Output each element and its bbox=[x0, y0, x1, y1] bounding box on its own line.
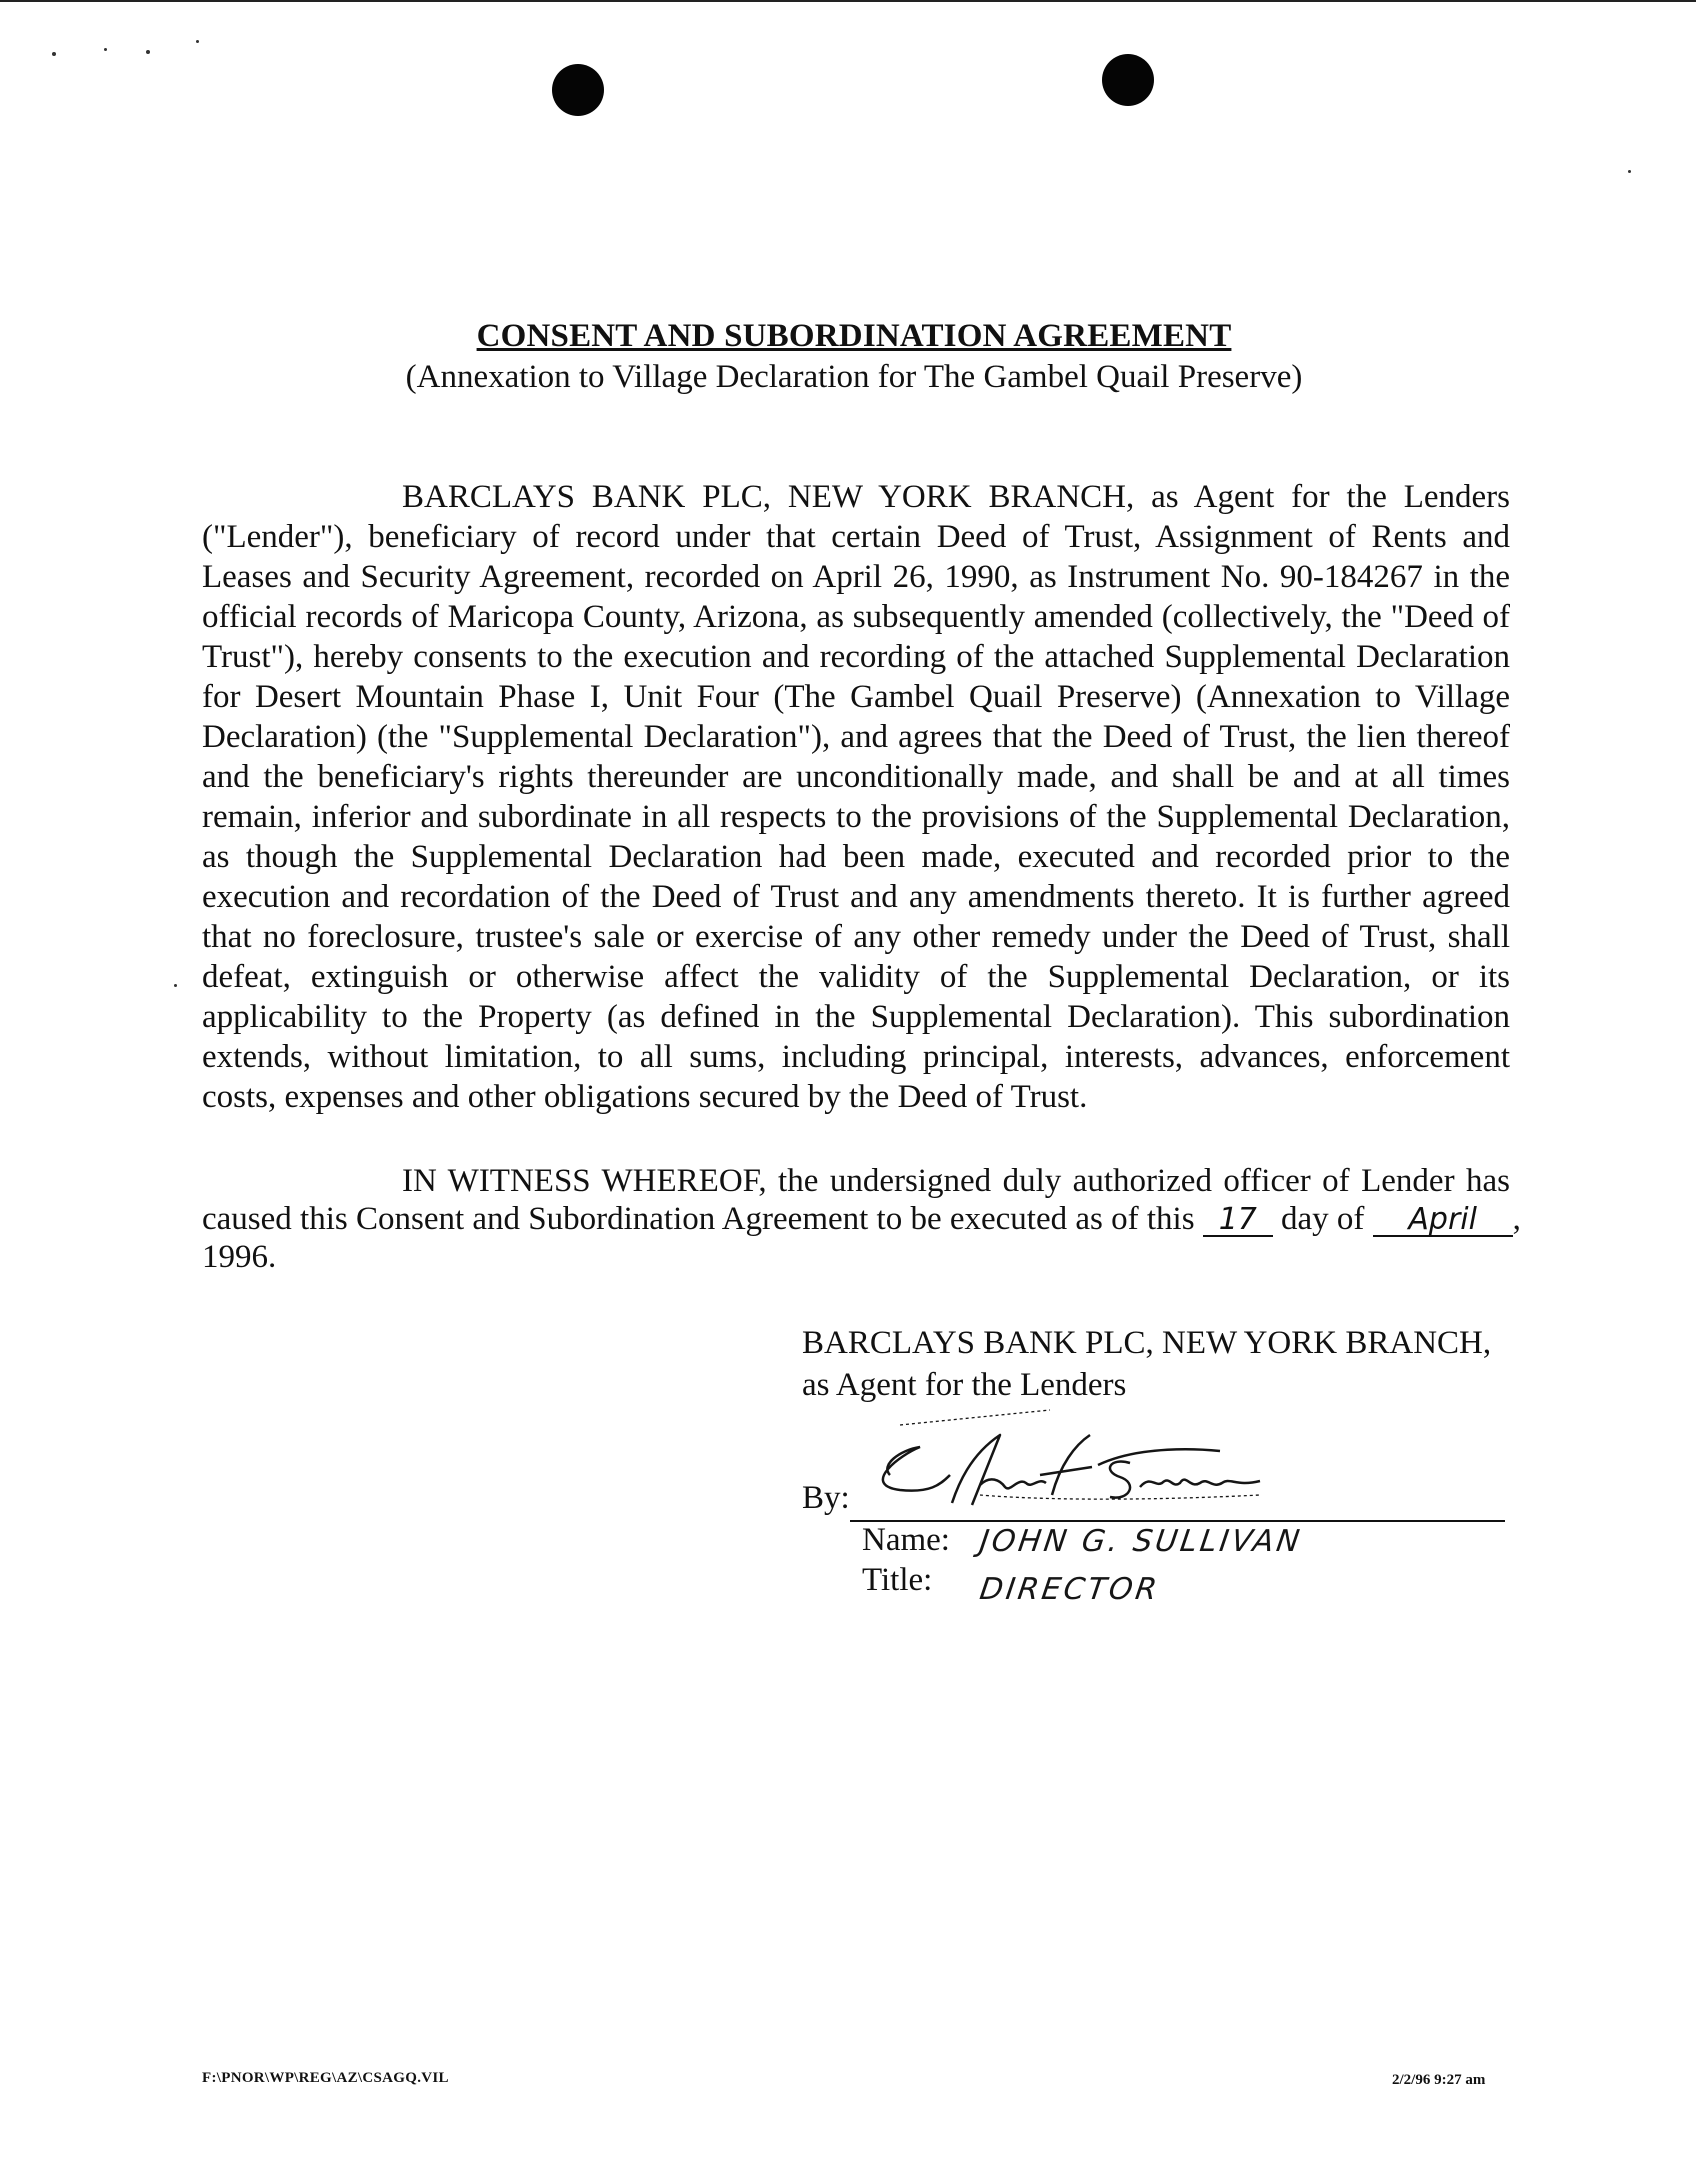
scan-speck bbox=[52, 52, 56, 56]
scan-speck bbox=[146, 50, 150, 54]
by-label: By: bbox=[802, 1480, 850, 1516]
comma-text: , bbox=[1512, 1201, 1521, 1237]
handwritten-name: JOHN G. SULLIVAN bbox=[977, 1524, 1305, 1559]
witness-text: caused this Consent and Subordination Agreement to be executed as of this bbox=[202, 1201, 1195, 1237]
title-label: Title: bbox=[862, 1562, 933, 1598]
footer-file-path: F:\PNOR\WP\REG\AZ\CSAGQ.VIL bbox=[202, 2070, 449, 2086]
witness-year: 1996. bbox=[202, 1239, 277, 1275]
scan-speck bbox=[1628, 170, 1631, 173]
witness-line-2 bbox=[202, 1200, 1521, 1238]
handwritten-month: April bbox=[1373, 1205, 1513, 1237]
scan-top-edge bbox=[0, 0, 1696, 2]
consent-paragraph: BARCLAYS BANK PLC, NEW YORK BRANCH, as Agent for the Lenders ("Lender"), beneficiary of record under that certain Deed of Trust, Assignment of Rents and Leases and Security Agreement, recorded on April 26, 1990, as Instrument No. 90-184267 in the official records of Maricopa County, Arizona, as subsequently amended (collectively, the "Deed of Trust"), hereby consents to the execution and recording of the attached Supplemental Declaration for Desert Mountain Phase I, Unit Four (The Gambel Quail Preserve) (Annexation to Village Declaration) (the "Supplemental Declaration"), and agrees that the Deed of Trust, the lien thereof and the beneficiary's rights thereunder are unconditionally made, and shall be and at all times remain, inferior and subordinate in all respects to the provisions of the Supplemental Declaration, as though the Supplemental Declaration had been made, executed and recorded prior to the execution and recordation of the Deed of Trust and any amendments thereto. It is further agreed that no foreclosure, trustee's sale or exercise of any other remedy under the Deed of Trust, shall defeat, extinguish or otherwise affect the validity of the Supplemental Declaration, or its applicability to the Property (as defined in the Supplemental Declaration). This subordination extends, without limitation, to all sums, including principal, interests, advances, enforcement costs, expenses and other obligations secured by the Deed of Trust. bbox=[202, 479, 1510, 1115]
handwritten-signature bbox=[840, 1405, 1300, 1525]
handwritten-title: DIRECTOR bbox=[977, 1572, 1162, 1607]
name-label: Name: bbox=[862, 1522, 950, 1558]
punch-hole-left bbox=[552, 64, 604, 116]
witness-paragraph bbox=[202, 1162, 1521, 1276]
scan-speck bbox=[174, 984, 177, 987]
document-title: CONSENT AND SUBORDINATION AGREEMENT bbox=[476, 318, 1232, 354]
footer-timestamp: 2/2/96 9:27 am bbox=[1392, 2072, 1486, 2088]
handwritten-day: 17 bbox=[1203, 1205, 1273, 1237]
signature-entity-block bbox=[802, 1322, 1491, 1406]
witness-line-1: IN WITNESS WHEREOF, the undersigned duly authorized officer of Lender has bbox=[402, 1163, 1510, 1199]
scan-speck bbox=[104, 48, 107, 51]
day-of-text: day of bbox=[1281, 1201, 1365, 1237]
signatory-entity: BARCLAYS BANK PLC, NEW YORK BRANCH, bbox=[802, 1325, 1492, 1361]
punch-hole-right bbox=[1102, 54, 1154, 106]
signatory-capacity: as Agent for the Lenders bbox=[802, 1367, 1127, 1403]
scan-speck bbox=[196, 40, 199, 43]
document-subtitle: (Annexation to Village Declaration for The Gambel Quail Preserve) bbox=[405, 359, 1303, 395]
